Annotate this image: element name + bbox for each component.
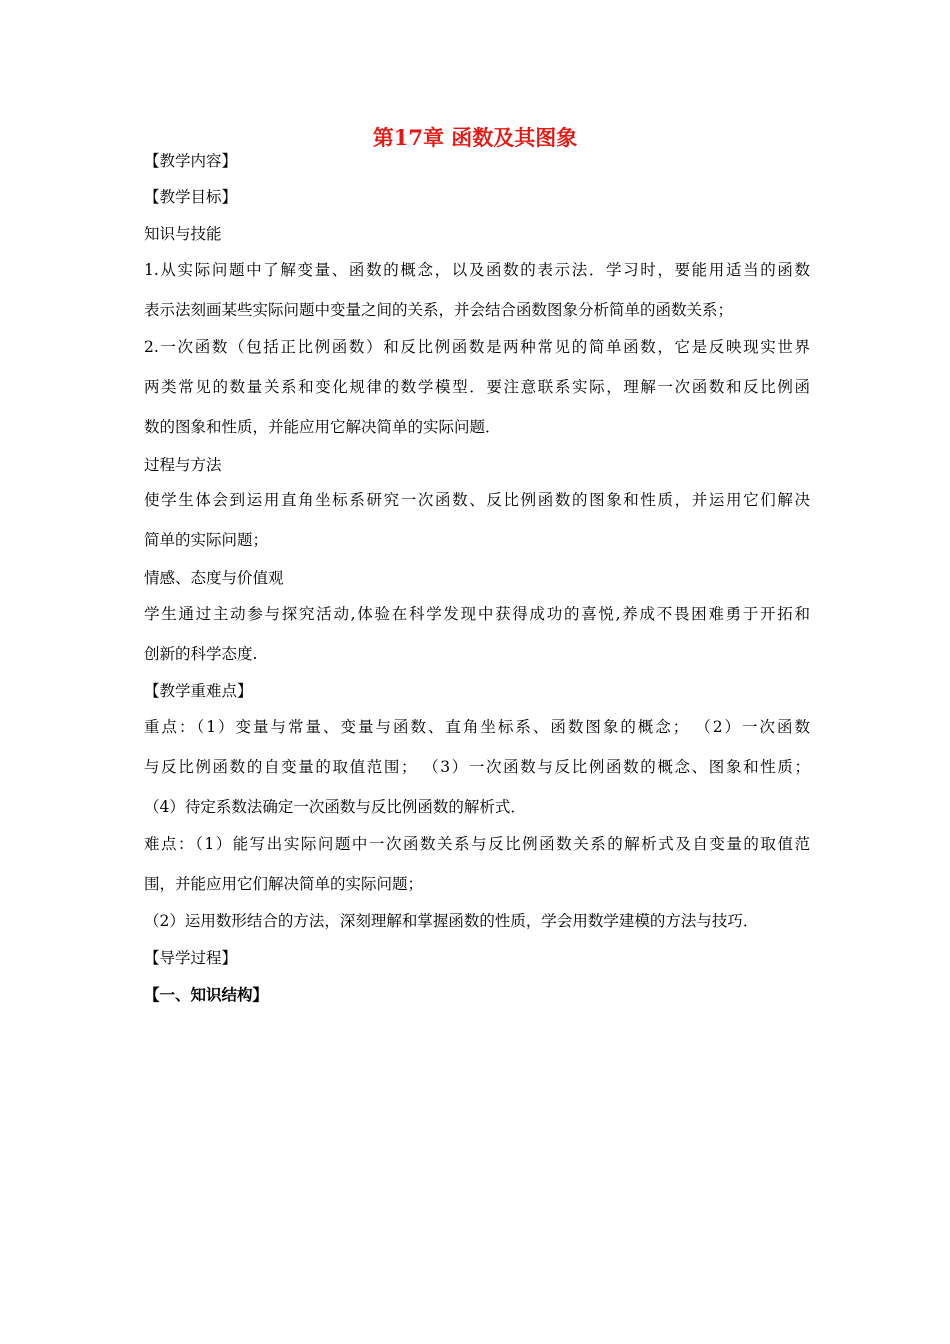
paragraph-line: 2.一次函数（包括正比例函数）和反比例函数是两种常见的简单函数，它是反映现实世界 [144, 338, 810, 356]
paragraph-line: 使学生体会到运用直角坐标系研究一次函数、反比例函数的图象和性质，并运用它们解决 [144, 491, 810, 509]
paragraph-line: 创新的科学态度. [144, 645, 258, 663]
paragraph-line: 1.从实际问题中了解变量、函数的概念，以及函数的表示法．学习时，要能用适当的函数 [144, 261, 810, 279]
paragraph-line: 难点：（1）能写出实际问题中一次函数关系与反比例函数关系的解析式及自变量的取值范 [144, 835, 810, 853]
paragraph-line: 两类常见的数量关系和变化规律的数学模型．要注意联系实际，理解一次函数和反比例函 [144, 378, 810, 396]
section-heading-goals: 【教学目标】 [144, 188, 238, 206]
section-heading-guided-process: 【导学过程】 [144, 949, 238, 967]
paragraph-line: 围，并能应用它们解决简单的实际问题； [144, 875, 424, 893]
paragraph-line: 简单的实际问题； [144, 531, 269, 549]
paragraph-line: 重点：（1）变量与常量、变量与函数、直角坐标系、函数图象的概念； （2）一次函数 [144, 718, 810, 736]
paragraph-line: 与反比例函数的自变量的取值范围； （3）一次函数与反比例函数的概念、图象和性质； [144, 758, 810, 776]
paragraph-line: 表示法刻画某些实际问题中变量之间的关系，并会结合函数图象分析简单的函数关系； [144, 301, 734, 319]
paragraph-line: （2）运用数形结合的方法，深刻理解和掌握函数的性质，学会用数学建模的方法与技巧． [144, 912, 759, 930]
subheading-process-method: 过程与方法 [144, 456, 222, 474]
subheading-knowledge-skills: 知识与技能 [144, 225, 222, 243]
paragraph-line: 数的图象和性质，并能应用它解决简单的实际问题． [144, 418, 501, 436]
paragraph-line: 学生通过主动参与探究活动,体验在科学发现中获得成功的喜悦,养成不畏困难勇于开拓和 [144, 605, 810, 623]
section-heading-content: 【教学内容】 [144, 152, 238, 170]
section-heading-knowledge-structure: 【一、知识结构】 [144, 985, 269, 1004]
paragraph-line: （4）待定系数法确定一次函数与反比例函数的解析式． [144, 798, 526, 816]
chapter-title: 第17章 函数及其图象 [372, 125, 578, 150]
section-heading-key-points: 【教学重难点】 [144, 682, 253, 700]
subheading-emotion-values: 情感、态度与价值观 [144, 569, 284, 587]
